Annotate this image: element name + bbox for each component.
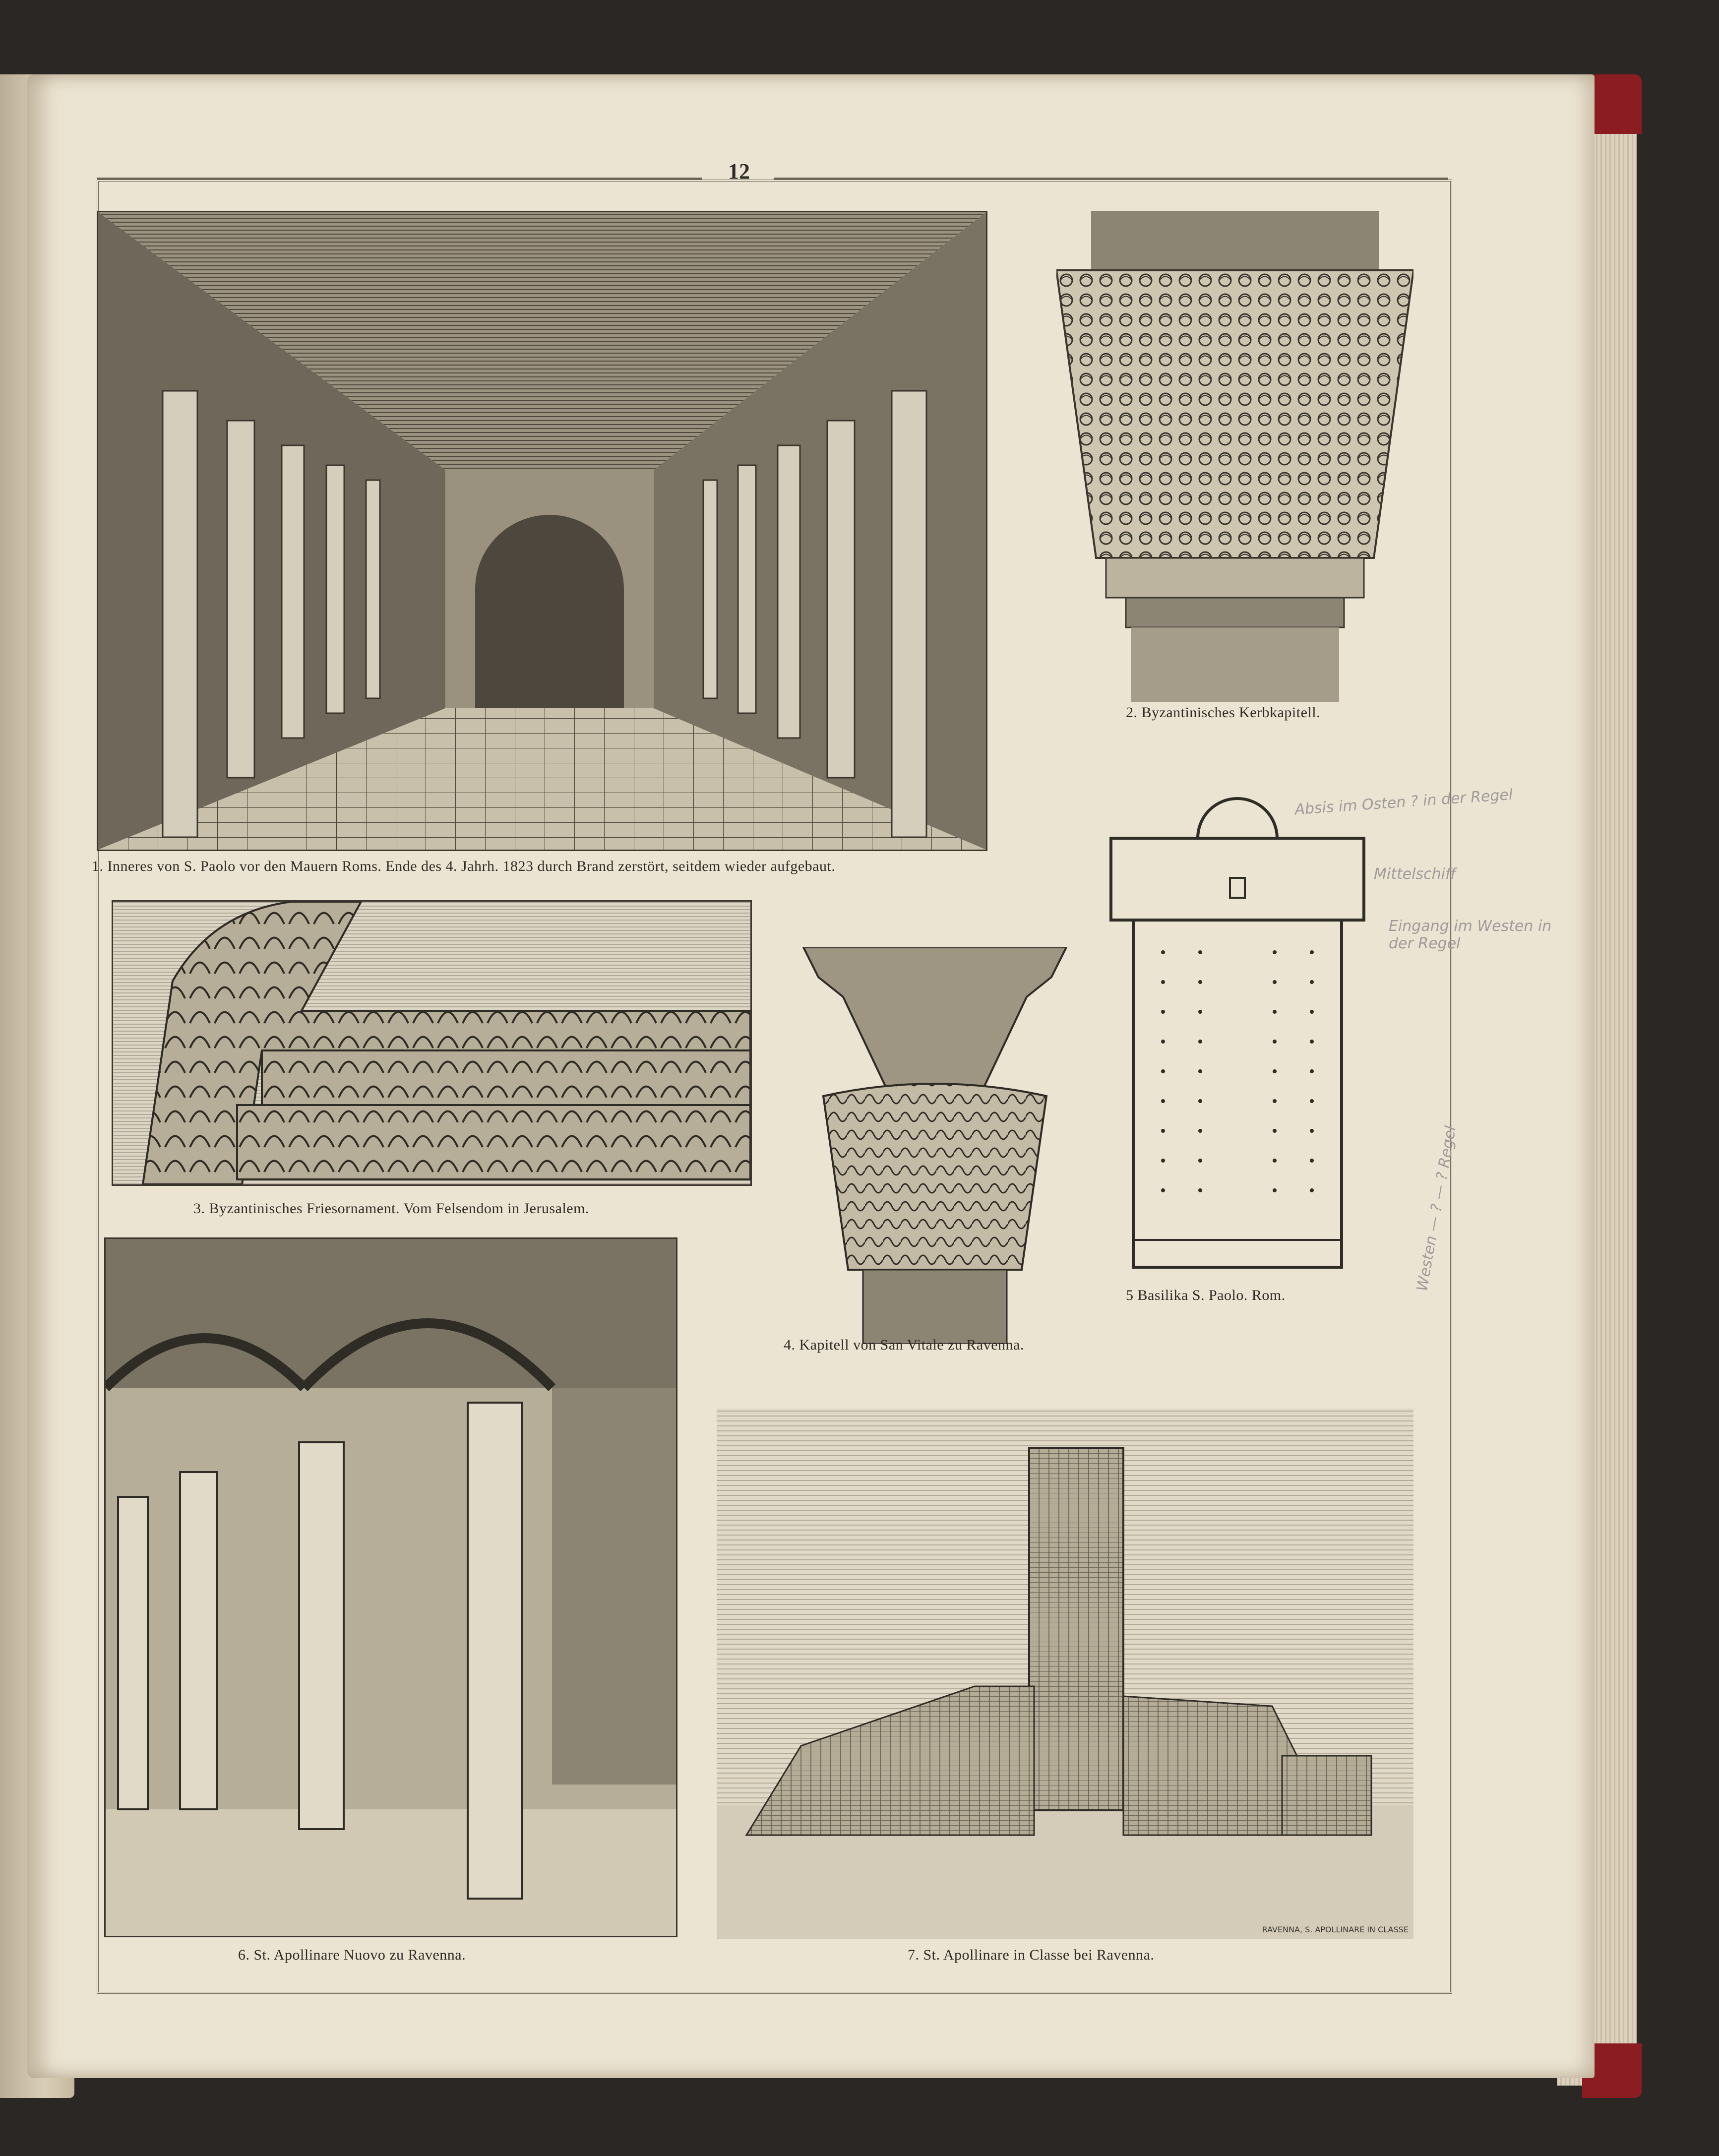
- apollinare-nuovo-illustration: [106, 1239, 676, 1936]
- page-number: 12: [728, 159, 750, 184]
- header-rule-left: [97, 178, 702, 180]
- figure-4-engraving-capital: [794, 947, 1076, 1344]
- frieze-illustration: [113, 902, 750, 1184]
- figure-2-engraving-kerbkapitell: [1056, 211, 1413, 702]
- figure-6-engraving-apollinare-nuovo: [104, 1237, 677, 1937]
- marginal-note-4: Westen — ? — ? Regel: [1413, 1124, 1460, 1293]
- figure-2-caption: 2. Byzantinisches Kerbkapitell.: [1126, 704, 1321, 721]
- apollinare-classe-illustration: [717, 1409, 1413, 1939]
- figure-1-caption: 1. Inneres von S. Paolo vor den Mauern Roms. Ende des 4. Jahrh. 1823 durch Brand zerstört, seitdem wieder aufgebaut.: [92, 858, 836, 874]
- kerbkapitell-illustration: [1056, 211, 1413, 702]
- figure-7-caption: 7. St. Apollinare in Classe bei Ravenna.: [908, 1947, 1155, 1963]
- marginal-note-1: Absis im Osten ? in der Regel: [1294, 786, 1514, 819]
- figure-3-caption: 3. Byzantinisches Friesornament. Vom Felsendom in Jerusalem.: [193, 1200, 589, 1217]
- san-vitale-capital-illustration: [794, 947, 1076, 1344]
- basilica-plan-illustration: [1108, 794, 1366, 1270]
- figure-1-engraving-nave-interior: [97, 211, 987, 851]
- nave-interior-illustration: [98, 212, 986, 850]
- figure-6-caption: 6. St. Apollinare Nuovo zu Ravenna.: [238, 1947, 466, 1963]
- figure-4-caption: 4. Kapitell von San Vitale zu Ravenna.: [784, 1337, 1024, 1353]
- figure-3-engraving-frieze: [112, 900, 752, 1186]
- figure-7-engraver-signature: RAVENNA, S. APOLLINARE IN CLASSE: [1262, 1925, 1409, 1934]
- figure-5-caption: 5 Basilika S. Paolo. Rom.: [1126, 1287, 1286, 1303]
- header-rule-right: [774, 178, 1448, 180]
- figure-5-floor-plan: [1108, 794, 1366, 1270]
- marginal-note-3: Eingang im Westen in der Regel: [1389, 918, 1552, 952]
- figure-7-engraving-apollinare-classe: [717, 1409, 1413, 1939]
- marginal-note-2: Mittelschiff: [1374, 865, 1456, 883]
